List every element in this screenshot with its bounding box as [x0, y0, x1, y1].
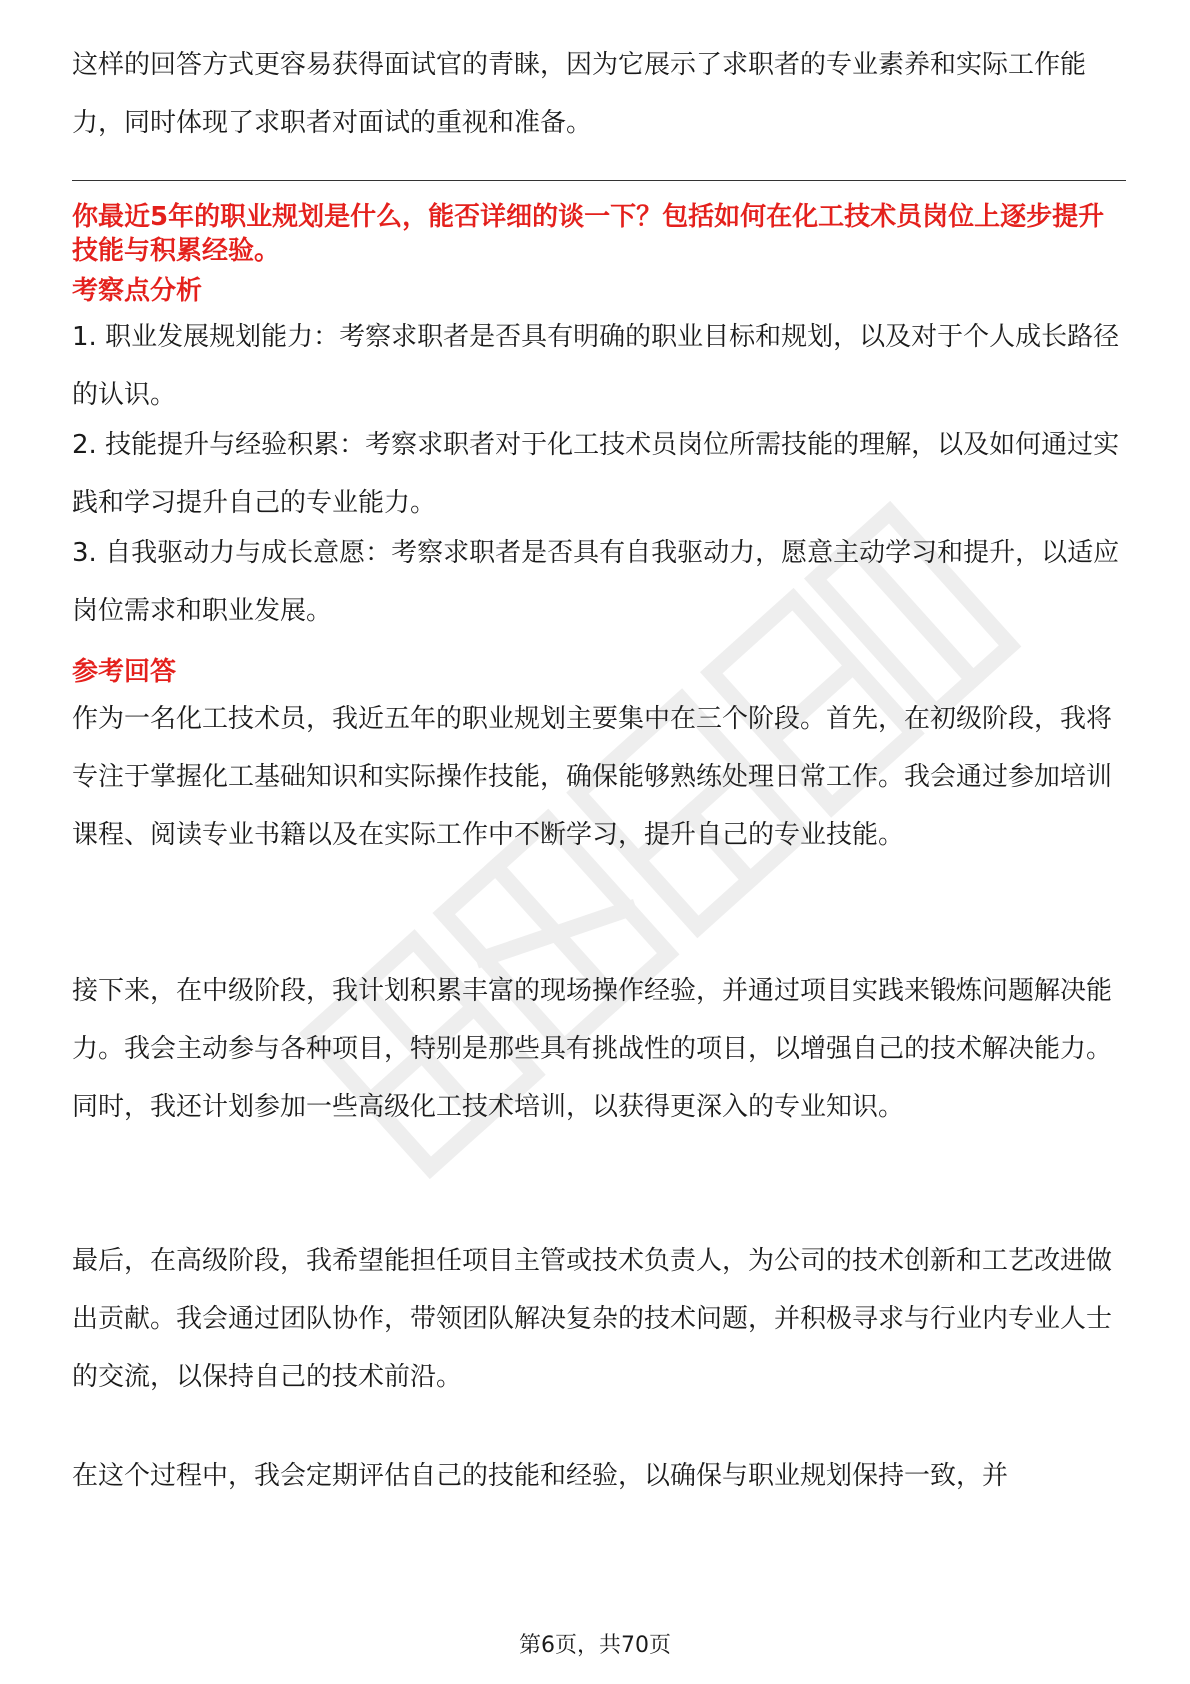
- answer-paragraph: 作为一名化工技术员，我近五年的职业规划主要集中在三个阶段。首先，在初级阶段，我将专注于掌握化工基础知识和实际操作技能，确保能够熟练处理日常工作。我会通过参加培训课程、阅读专业书籍以及在实际工作中不断学习，提升自己的专业技能。: [72, 704, 1113, 850]
- answer-heading: 参考回答: [72, 657, 177, 687]
- analysis-heading: 考察点分析: [72, 276, 203, 306]
- intro-paragraph: 这样的回答方式更容易获得面试官的青睐，因为它展示了求职者的专业素养和实际工作能力，同时体现了求职者对面试的重视和准备。: [72, 50, 1087, 138]
- section-divider: [72, 180, 1126, 181]
- analysis-point: 3. 自我驱动力与成长意愿：考察求职者是否具有自我驱动力，愿意主动学习和提升，以适应岗位需求和职业发展。: [72, 538, 1120, 626]
- interview-question: 你最近5年的职业规划是什么，能否详细的谈一下？包括如何在化工技术员岗位上逐步提升技能与积累经验。: [72, 202, 1105, 266]
- answer-paragraph: 最后，在高级阶段，我希望能担任项目主管或技术负责人，为公司的技术创新和工艺改进做出贡献。我会通过团队协作，带领团队解决复杂的技术问题，并积极寻求与行业内专业人士的交流，以保持自己的技术前沿。: [72, 1246, 1113, 1392]
- analysis-point: 1. 职业发展规划能力：考察求职者是否具有明确的职业目标和规划，以及对于个人成长路径的认识。: [72, 322, 1120, 410]
- answer-paragraph: 在这个过程中，我会定期评估自己的技能和经验，以确保与职业规划保持一致，并: [72, 1461, 1009, 1491]
- page-number: 第6页，共70页: [519, 1633, 671, 1658]
- answer-paragraph: 接下来，在中级阶段，我计划积累丰富的现场操作经验，并通过项目实践来锻炼问题解决能力。我会主动参与各种项目，特别是那些具有挑战性的项目，以增强自己的技术解决能力。同时，我还计划参加一些高级化工技术培训，以获得更深入的专业知识。: [72, 976, 1113, 1122]
- analysis-point: 2. 技能提升与经验积累：考察求职者对于化工技术员岗位所需技能的理解，以及如何通过实践和学习提升自己的专业能力。: [72, 430, 1120, 518]
